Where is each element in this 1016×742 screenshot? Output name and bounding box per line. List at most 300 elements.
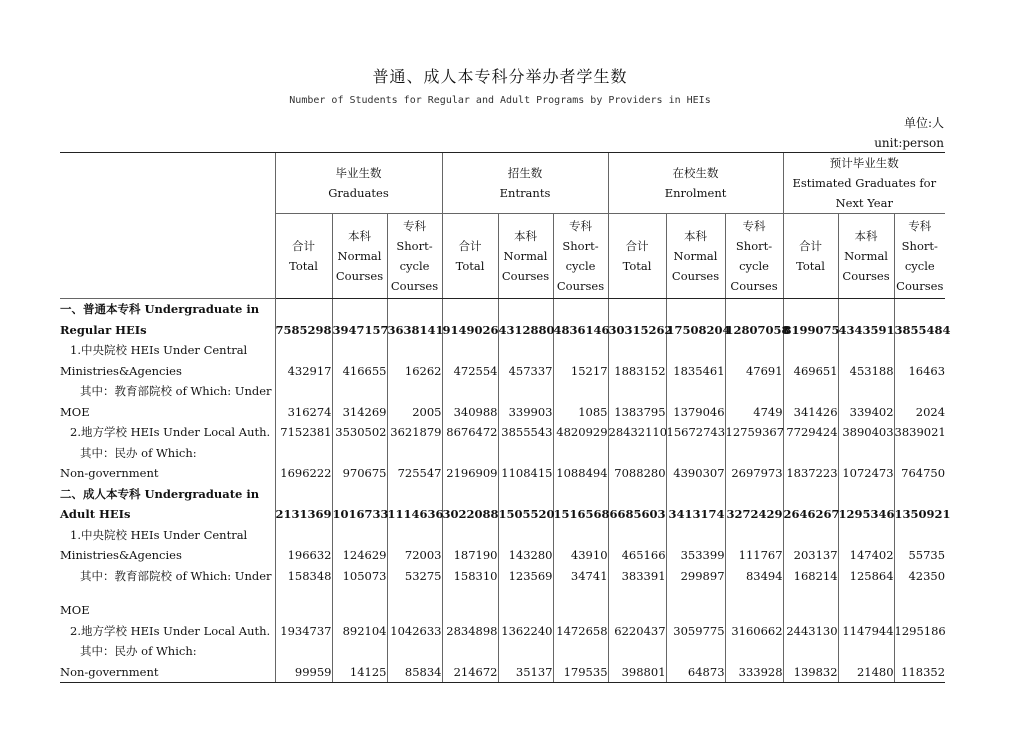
value-cell: [442, 299, 498, 320]
value-cell: [387, 340, 442, 361]
group-header-enrolment: [608, 153, 783, 214]
table-row: [60, 361, 945, 382]
subcol-header: [275, 214, 332, 299]
value-cell: 1072473: [838, 463, 894, 484]
group-header-estimated-graduates: [783, 153, 945, 214]
value-cell: [387, 525, 442, 546]
value-cell: [553, 299, 608, 320]
value-cell: [608, 381, 666, 402]
value-cell: [894, 443, 945, 464]
value-cell: [783, 443, 838, 464]
subcol-header: [838, 214, 894, 299]
value-cell: 892104: [332, 621, 387, 642]
subcol-header-en: Short-cycle Courses: [896, 239, 944, 293]
value-cell: 341426: [783, 402, 838, 423]
value-cell: 339402: [838, 402, 894, 423]
value-cell: 7088280: [608, 463, 666, 484]
value-cell: 3855543: [498, 422, 553, 443]
value-cell: 7152381: [275, 422, 332, 443]
value-cell: 187190: [442, 545, 498, 566]
row-label: Adult HEIs: [60, 507, 131, 521]
value-cell: [666, 340, 725, 361]
value-cell: 35137: [498, 662, 553, 683]
subcol-header-cn: 专科: [742, 219, 766, 233]
value-cell: [442, 525, 498, 546]
value-cell: 214672: [442, 662, 498, 683]
value-cell: [553, 340, 608, 361]
value-cell: 3947157: [332, 320, 387, 341]
subcol-header-en: Short-cycle Courses: [556, 239, 605, 293]
value-cell: 383391: [608, 566, 666, 587]
subcol-header-en: Normal Courses: [671, 249, 720, 283]
value-cell: 1516568: [553, 504, 608, 525]
value-cell: 3272429: [725, 504, 783, 525]
subcol-header: [608, 214, 666, 299]
value-cell: 1934737: [275, 621, 332, 642]
value-cell: [783, 381, 838, 402]
table-row: [60, 484, 945, 505]
row-label: Non-government: [60, 466, 159, 480]
value-cell: 2646267: [783, 504, 838, 525]
value-cell: [666, 600, 725, 621]
value-cell: [332, 443, 387, 464]
value-cell: [387, 299, 442, 320]
subcol-header: [894, 214, 945, 299]
value-cell: [553, 443, 608, 464]
value-cell: 2131369: [275, 504, 332, 525]
value-cell: 16463: [894, 361, 945, 382]
value-cell: 1835461: [666, 361, 725, 382]
value-cell: 6220437: [608, 621, 666, 642]
value-cell: 7729424: [783, 422, 838, 443]
value-cell: 316274: [275, 402, 332, 423]
value-cell: 34741: [553, 566, 608, 587]
value-cell: 340988: [442, 402, 498, 423]
value-cell: 3413174: [666, 504, 725, 525]
row-label: MOE: [60, 404, 90, 419]
value-cell: 147402: [838, 545, 894, 566]
row-label: 其中：教育部院校 of Which: Under: [80, 568, 272, 583]
group-header-en: Estimated Graduates for Next Year: [792, 176, 937, 210]
value-cell: [783, 484, 838, 505]
value-cell: [894, 641, 945, 662]
subcol-header-en: Normal Courses: [335, 249, 384, 283]
row-label: Non-government: [60, 662, 275, 683]
value-cell: 53275: [387, 566, 442, 587]
group-header-en: Graduates: [328, 186, 389, 200]
value-cell: [783, 299, 838, 320]
group-header-en: Enrolment: [664, 186, 727, 200]
value-cell: 472554: [442, 361, 498, 382]
value-cell: 1379046: [666, 402, 725, 423]
row-label: 一、普通本专科 Undergraduate in: [60, 302, 260, 316]
group-header-cn: 毕业生数: [335, 166, 382, 180]
row-label: 其中：民办 of Which:: [80, 644, 197, 658]
value-cell: 8676472: [442, 422, 498, 443]
table-row: [60, 662, 945, 683]
value-cell: [666, 641, 725, 662]
value-cell: 1295186: [894, 621, 945, 642]
value-cell: 28432110: [608, 422, 666, 443]
value-cell: 1147944: [838, 621, 894, 642]
subcol-header-cn: 合计: [458, 239, 482, 253]
table-row: [60, 422, 945, 443]
subcol-header-en: Short-cycle Courses: [730, 239, 778, 293]
value-cell: 3855484: [894, 320, 945, 341]
value-cell: [498, 340, 553, 361]
table-row: [60, 340, 945, 361]
spacer-cell: [275, 586, 332, 600]
table-row: [60, 504, 945, 525]
value-cell: [894, 600, 945, 621]
value-cell: [783, 641, 838, 662]
row-label: Ministries&Agencies: [60, 548, 182, 562]
subcol-header-cn: 合计: [799, 239, 823, 253]
row-label: Ministries&Agencies: [60, 363, 182, 378]
page-subtitle: Number of Students for Regular and Adult Programs by Providers in HEIs: [289, 95, 711, 106]
spacer-cell: [332, 586, 387, 600]
value-cell: [608, 641, 666, 662]
value-cell: 3890403: [838, 422, 894, 443]
value-cell: 139832: [783, 662, 838, 683]
value-cell: [838, 299, 894, 320]
group-header-en: Entrants: [499, 186, 551, 200]
table-row: [60, 299, 945, 320]
table-row: [60, 545, 945, 566]
page-title: 普通、成人本专科分举办者学生数: [372, 67, 628, 86]
row-label: 其中：民办 of Which:: [80, 445, 197, 460]
value-cell: 12807058: [725, 320, 783, 341]
value-cell: 16262: [387, 361, 442, 382]
value-cell: [332, 641, 387, 662]
subcol-header-en: Total: [622, 259, 652, 273]
value-cell: 4820929: [553, 422, 608, 443]
value-cell: [783, 340, 838, 361]
value-cell: [838, 600, 894, 621]
subcol-header: [553, 214, 608, 299]
value-cell: [275, 381, 332, 402]
value-cell: [442, 443, 498, 464]
value-cell: 3059775: [666, 621, 725, 642]
subcol-header-en: Total: [289, 259, 318, 273]
value-cell: 196632: [275, 545, 332, 566]
group-header-graduates: [275, 153, 442, 214]
value-cell: [275, 443, 332, 464]
value-cell: 21480: [838, 662, 894, 683]
value-cell: [725, 381, 783, 402]
value-cell: 4312880: [498, 320, 553, 341]
value-cell: 43910: [553, 545, 608, 566]
student-stats-table: [60, 152, 951, 683]
table-row: [60, 566, 945, 587]
row-label: Regular HEIs: [60, 322, 147, 337]
value-cell: [332, 381, 387, 402]
value-cell: 469651: [783, 361, 838, 382]
value-cell: 105073: [332, 566, 387, 587]
value-cell: 15672743: [666, 422, 725, 443]
group-header-cn: 招生数: [507, 166, 543, 180]
value-cell: [498, 381, 553, 402]
value-cell: [442, 340, 498, 361]
value-cell: 1114636: [387, 504, 442, 525]
row-label: 2.地方学校 HEIs Under Local Auth.: [70, 425, 271, 439]
value-cell: [666, 484, 725, 505]
value-cell: [498, 299, 553, 320]
value-cell: [725, 484, 783, 505]
spacer-cell: [498, 586, 553, 600]
value-cell: 3621879: [387, 422, 442, 443]
spacer-cell: [387, 586, 442, 600]
subcol-header: [725, 214, 783, 299]
value-cell: 465166: [608, 545, 666, 566]
value-cell: 55735: [894, 545, 945, 566]
subcol-header-cn: 合计: [292, 239, 315, 253]
value-cell: [894, 525, 945, 546]
subcol-header-en: Normal Courses: [842, 249, 890, 283]
subcol-header-cn: 本科: [684, 229, 708, 243]
spacer-cell: [60, 586, 275, 600]
value-cell: 1505520: [498, 504, 553, 525]
value-cell: [894, 484, 945, 505]
value-cell: 416655: [332, 361, 387, 382]
value-cell: [608, 484, 666, 505]
spacer-cell: [783, 586, 838, 600]
value-cell: 85834: [387, 662, 442, 683]
value-cell: [894, 299, 945, 320]
value-cell: [442, 641, 498, 662]
table-row: [60, 621, 945, 642]
row-label: 二、成人本专科 Undergraduate in: [60, 486, 260, 501]
value-cell: 42350: [894, 566, 945, 587]
value-cell: [608, 340, 666, 361]
spacer-cell: [894, 586, 945, 600]
value-cell: 3022088: [442, 504, 498, 525]
value-cell: 4343591: [838, 320, 894, 341]
table-row: [60, 381, 945, 402]
value-cell: [838, 525, 894, 546]
value-cell: 4836146: [553, 320, 608, 341]
value-cell: 970675: [332, 463, 387, 484]
value-cell: 764750: [894, 463, 945, 484]
value-cell: 118352: [894, 662, 945, 683]
subcol-header-cn: 专科: [569, 219, 592, 233]
value-cell: 2005: [387, 402, 442, 423]
group-header-entrants: [442, 153, 608, 214]
value-cell: [725, 525, 783, 546]
subcol-header-en: Total: [455, 259, 485, 273]
value-cell: [553, 381, 608, 402]
value-cell: 4390307: [666, 463, 725, 484]
subcol-header-en: Short-cycle Courses: [390, 239, 439, 293]
subcol-header-cn: 合计: [625, 239, 649, 253]
value-cell: [332, 600, 387, 621]
subcol-header: [442, 214, 498, 299]
subcol-header: [498, 214, 553, 299]
value-cell: 1108415: [498, 463, 553, 484]
unit-label-cn: 单位:人: [903, 116, 944, 130]
value-cell: [894, 381, 945, 402]
value-cell: 14125: [332, 662, 387, 683]
subcol-header-cn: 本科: [854, 229, 878, 243]
value-cell: [387, 641, 442, 662]
value-cell: 143280: [498, 545, 553, 566]
spacer-cell: [725, 586, 783, 600]
table-row: [60, 525, 945, 546]
value-cell: [332, 484, 387, 505]
value-cell: [725, 641, 783, 662]
value-cell: [498, 484, 553, 505]
table-row: [60, 402, 945, 423]
value-cell: 314269: [332, 402, 387, 423]
value-cell: [442, 484, 498, 505]
value-cell: [608, 299, 666, 320]
value-cell: 7585298: [275, 320, 332, 341]
value-cell: 457337: [498, 361, 553, 382]
value-cell: 123569: [498, 566, 553, 587]
value-cell: [332, 299, 387, 320]
value-cell: [666, 443, 725, 464]
value-cell: [553, 600, 608, 621]
value-cell: 179535: [553, 662, 608, 683]
value-cell: 1383795: [608, 402, 666, 423]
value-cell: [725, 299, 783, 320]
table-row: [60, 641, 945, 662]
row-label: 其中：教育部院校 of Which: Under: [80, 384, 272, 398]
value-cell: 64873: [666, 662, 725, 683]
value-cell: 1088494: [553, 463, 608, 484]
value-cell: 203137: [783, 545, 838, 566]
value-cell: [498, 443, 553, 464]
value-cell: [725, 443, 783, 464]
value-cell: 1362240: [498, 621, 553, 642]
value-cell: 2024: [894, 402, 945, 423]
value-cell: 1696222: [275, 463, 332, 484]
row-label: 1.中央院校 HEIs Under Central: [70, 343, 248, 357]
value-cell: [553, 525, 608, 546]
value-cell: [666, 525, 725, 546]
value-cell: [838, 381, 894, 402]
value-cell: [725, 340, 783, 361]
value-cell: [783, 600, 838, 621]
value-cell: 8199075: [783, 320, 838, 341]
value-cell: 99959: [275, 662, 332, 683]
value-cell: [275, 600, 332, 621]
subcol-header-en: Normal Courses: [501, 249, 550, 283]
value-cell: 83494: [725, 566, 783, 587]
value-cell: [666, 381, 725, 402]
value-cell: 72003: [387, 545, 442, 566]
value-cell: 2443130: [783, 621, 838, 642]
value-cell: 2697973: [725, 463, 783, 484]
spacer-row: [60, 586, 945, 600]
unit-label-en: unit:person: [874, 136, 944, 150]
subcol-header: [783, 214, 838, 299]
value-cell: 353399: [666, 545, 725, 566]
row-label: 2.地方学校 HEIs Under Local Auth.: [70, 623, 271, 638]
value-cell: [838, 340, 894, 361]
value-cell: 12759367: [725, 422, 783, 443]
value-cell: [275, 484, 332, 505]
value-cell: 398801: [608, 662, 666, 683]
value-cell: [332, 525, 387, 546]
row-label: 1.中央院校 HEIs Under Central: [70, 527, 248, 542]
value-cell: [838, 443, 894, 464]
subcol-header-cn: 专科: [908, 219, 932, 233]
value-cell: 158348: [275, 566, 332, 587]
table-row: [60, 443, 945, 464]
value-cell: 9149026: [442, 320, 498, 341]
value-cell: 1295346: [838, 504, 894, 525]
table-row: [60, 463, 945, 484]
subcol-header: [387, 214, 442, 299]
value-cell: [275, 525, 332, 546]
value-cell: 47691: [725, 361, 783, 382]
subcol-header-en: Total: [796, 259, 825, 273]
value-cell: 1883152: [608, 361, 666, 382]
value-cell: 1837223: [783, 463, 838, 484]
group-header-cn: 预计毕业生数: [829, 156, 899, 170]
value-cell: 125864: [838, 566, 894, 587]
value-cell: [387, 484, 442, 505]
value-cell: [553, 484, 608, 505]
value-cell: [608, 600, 666, 621]
value-cell: [894, 340, 945, 361]
value-cell: 339903: [498, 402, 553, 423]
value-cell: [442, 381, 498, 402]
value-cell: [275, 299, 332, 320]
value-cell: 3530502: [332, 422, 387, 443]
value-cell: 1350921: [894, 504, 945, 525]
value-cell: [838, 641, 894, 662]
value-cell: 2196909: [442, 463, 498, 484]
value-cell: 725547: [387, 463, 442, 484]
value-cell: 30315262: [608, 320, 666, 341]
value-cell: [275, 641, 332, 662]
value-cell: [387, 600, 442, 621]
value-cell: [838, 484, 894, 505]
value-cell: [498, 600, 553, 621]
spacer-cell: [608, 586, 666, 600]
value-cell: 453188: [838, 361, 894, 382]
spacer-cell: [442, 586, 498, 600]
value-cell: [498, 641, 553, 662]
subcol-header-cn: 本科: [514, 229, 537, 243]
value-cell: [725, 600, 783, 621]
value-cell: 1472658: [553, 621, 608, 642]
value-cell: 3638141: [387, 320, 442, 341]
subcol-header: [332, 214, 387, 299]
value-cell: 111767: [725, 545, 783, 566]
spacer-cell: [838, 586, 894, 600]
spacer-cell: [666, 586, 725, 600]
table-row: [60, 320, 945, 341]
value-cell: 333928: [725, 662, 783, 683]
value-cell: [553, 641, 608, 662]
group-header-cn: 在校生数: [672, 166, 719, 180]
value-cell: 1016733: [332, 504, 387, 525]
value-cell: 6685603: [608, 504, 666, 525]
value-cell: [666, 299, 725, 320]
value-cell: [783, 525, 838, 546]
value-cell: [608, 525, 666, 546]
row-label-header: [60, 153, 275, 299]
value-cell: [275, 340, 332, 361]
value-cell: [387, 381, 442, 402]
value-cell: 15217: [553, 361, 608, 382]
value-cell: [608, 443, 666, 464]
value-cell: 1042633: [387, 621, 442, 642]
value-cell: [442, 600, 498, 621]
